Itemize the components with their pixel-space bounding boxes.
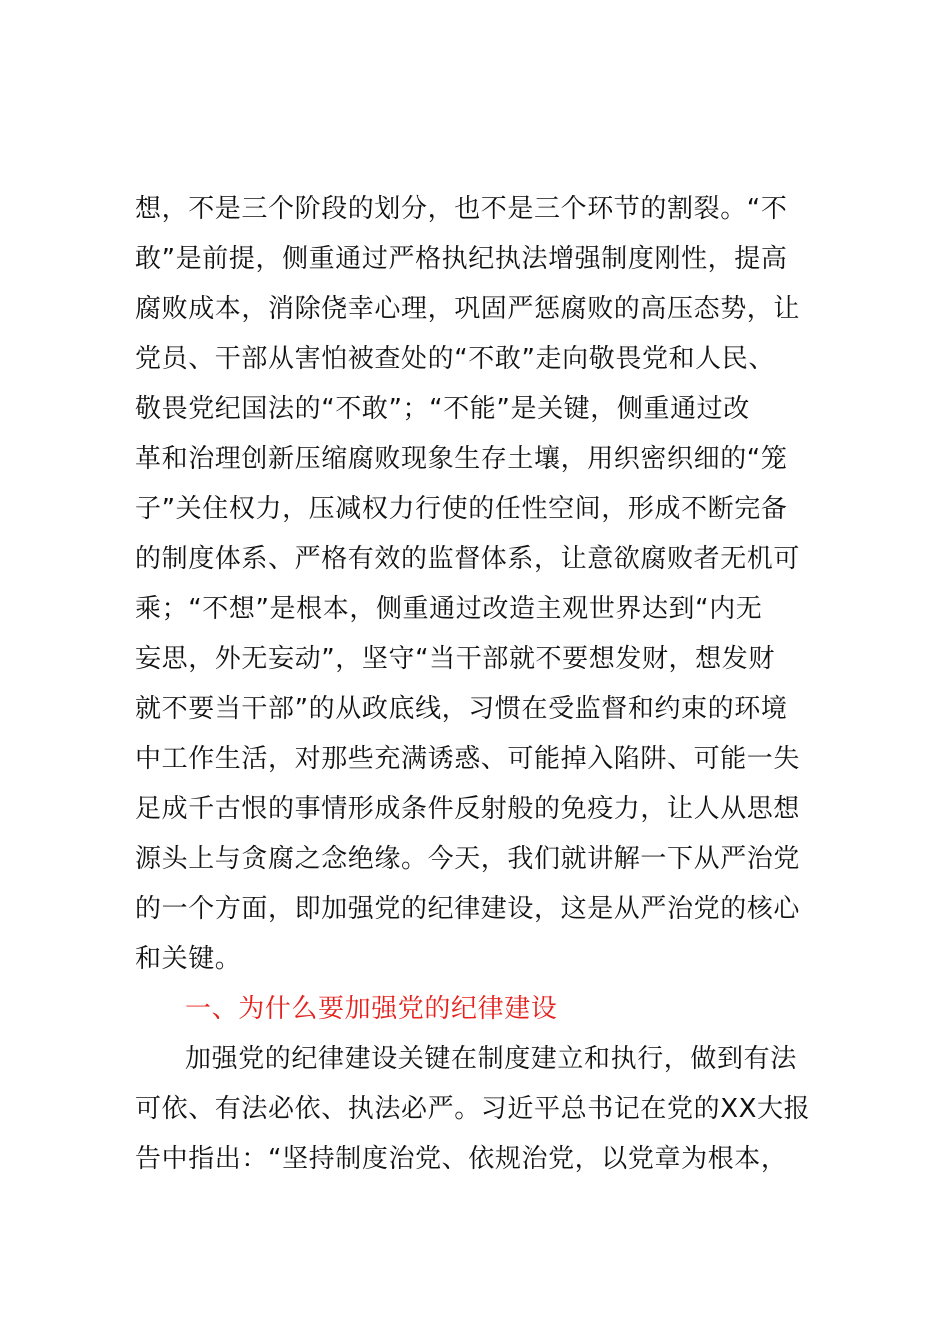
body-text [135,184,845,1184]
paragraph-line: 告中指出：“坚持制度治党、依规治党，以党章为根本， [135,1144,788,1174]
paragraph-line: 乘；“不想”是根本，侧重通过改造主观世界达到“内无 [135,594,763,624]
paragraph-line: 就不要当干部”的从政底线，习惯在受监督和约束的环境 [135,694,788,724]
paragraph-line: 的一个方面，即加强党的纪律建设，这是从严治党的核心 [135,894,801,924]
paragraph-line: 和关键。 [135,944,242,974]
paragraph-line: 敢”是前提，侧重通过严格执纪执法增强制度刚性，提高 [135,244,788,274]
paragraph-line: 革和治理创新压缩腐败现象生存土壤，用织密织细的“笼 [135,444,788,474]
paragraph-line: 子”关住权力，压减权力行使的任性空间，形成不断完备 [135,494,788,524]
section-heading: 一、为什么要加强党的纪律建设 [185,994,558,1024]
paragraph-line: 加强党的纪律建设关键在制度建立和执行，做到有法 [185,1044,797,1074]
paragraph-line: 敬畏党纪国法的“不敢”；“不能”是关键，侧重通过改 [135,394,750,424]
paragraph-line: 腐败成本，消除侥幸心理，巩固严惩腐败的高压态势，让 [135,294,801,324]
paragraph-line: 中工作生活，对那些充满诱惑、可能掉入陷阱、可能一失 [135,744,801,774]
paragraph-line: 足成千古恨的事情形成条件反射般的免疫力，让人从思想 [135,794,801,824]
paragraph-line: 想，不是三个阶段的划分，也不是三个环节的割裂。“不 [135,194,788,224]
paragraph-line: 的制度体系、严格有效的监督体系，让意欲腐败者无机可 [135,544,801,574]
paragraph-line: 妄思，外无妄动”，坚守“当干部就不要想发财，想发财 [135,644,775,674]
paragraph-line: 党员、干部从害怕被查处的“不敢”走向敬畏党和人民、 [135,344,775,374]
paragraph-line: 可依、有法必依、执法必严。习近平总书记在党的XX大报 [135,1094,811,1124]
paragraph-line: 源头上与贪腐之念绝缘。今天，我们就讲解一下从严治党 [135,844,801,874]
